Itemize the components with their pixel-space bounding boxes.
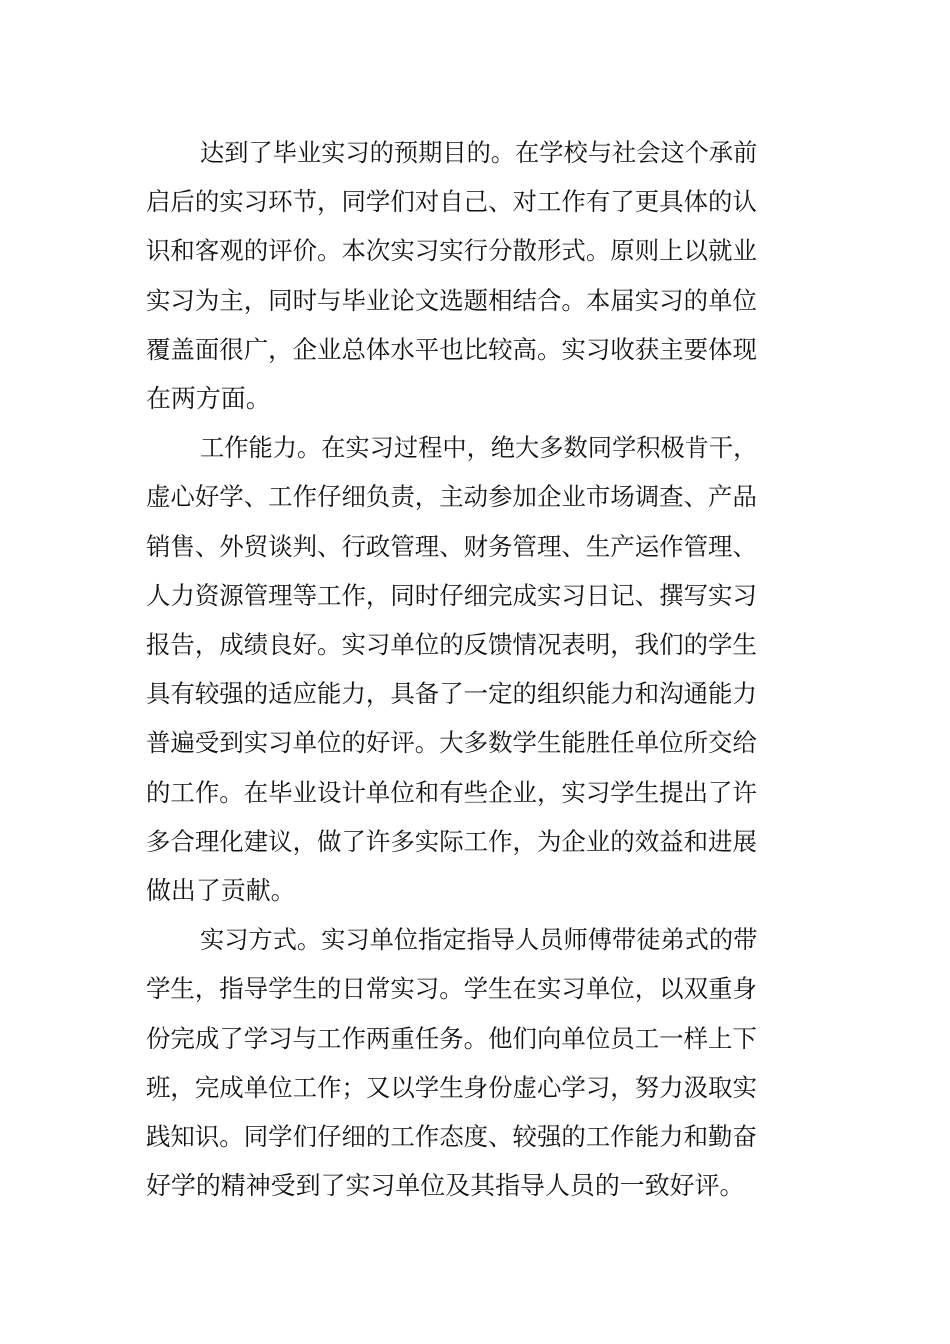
text-line: 好学的精神受到了实习单位及其指导人员的一致好评。 [146,1171,745,1201]
text-line: 达到了毕业实习的预期目的。在学校与社会这个承前 [200,138,758,167]
paragraph-internship-overview [146,128,806,423]
paragraph-internship-method [146,915,806,1210]
paragraph-work-ability [146,423,806,915]
text-line: 普遍受到实习单位的好评。大多数学生能胜任单位所交给 [146,728,757,758]
text-line: 具有较强的适应能力，具备了一定的组织能力和沟通能力 [146,679,757,709]
text-line: 报告，成绩良好。实习单位的反馈情况表明，我们的学生 [146,630,757,660]
text-line: 虚心好学、工作仔细负责，主动参加企业市场调查、产品 [146,482,757,512]
text-line: 实习方式。实习单位指定指导人员师傅带徒弟式的带 [200,925,758,955]
text-line: 启后的实习环节，同学们对自己、对工作有了更具体的认 [146,187,757,217]
text-line: 实习为主，同时与毕业论文选题相结合。本届实习的单位 [146,285,757,315]
text-line: 份完成了学习与工作两重任务。他们向单位员工一样上下 [146,1023,757,1053]
text-line: 人力资源管理等工作，同时仔细完成实习日记、撰写实习 [146,580,757,610]
text-line: 销售、外贸谈判、行政管理、财务管理、生产运作管理、 [146,531,757,561]
text-line: 在两方面。 [146,384,271,414]
text-line: 践知识。同学们仔细的工作态度、较强的工作能力和勤奋 [146,1122,757,1152]
text-line: 做出了贡献。 [146,876,296,906]
text-line: 覆盖面很广，企业总体水平也比较高。实习收获主要体现 [146,334,757,364]
text-line: 识和客观的评价。本次实习实行分散形式。原则上以就业 [146,236,757,266]
body-text [146,128,806,1210]
text-line: 的工作。在毕业设计单位和有些企业，实习学生提出了许 [146,777,757,807]
text-line: 工作能力。在实习过程中，绝大多数同学积极肯干， [200,433,758,463]
text-line: 班，完成单位工作；又以学生身份虚心学习，努力汲取实 [146,1072,757,1102]
text-line: 学生，指导学生的日常实习。学生在实习单位，以双重身 [146,974,757,1004]
text-line: 多合理化建议，做了许多实际工作，为企业的效益和进展 [146,826,757,856]
